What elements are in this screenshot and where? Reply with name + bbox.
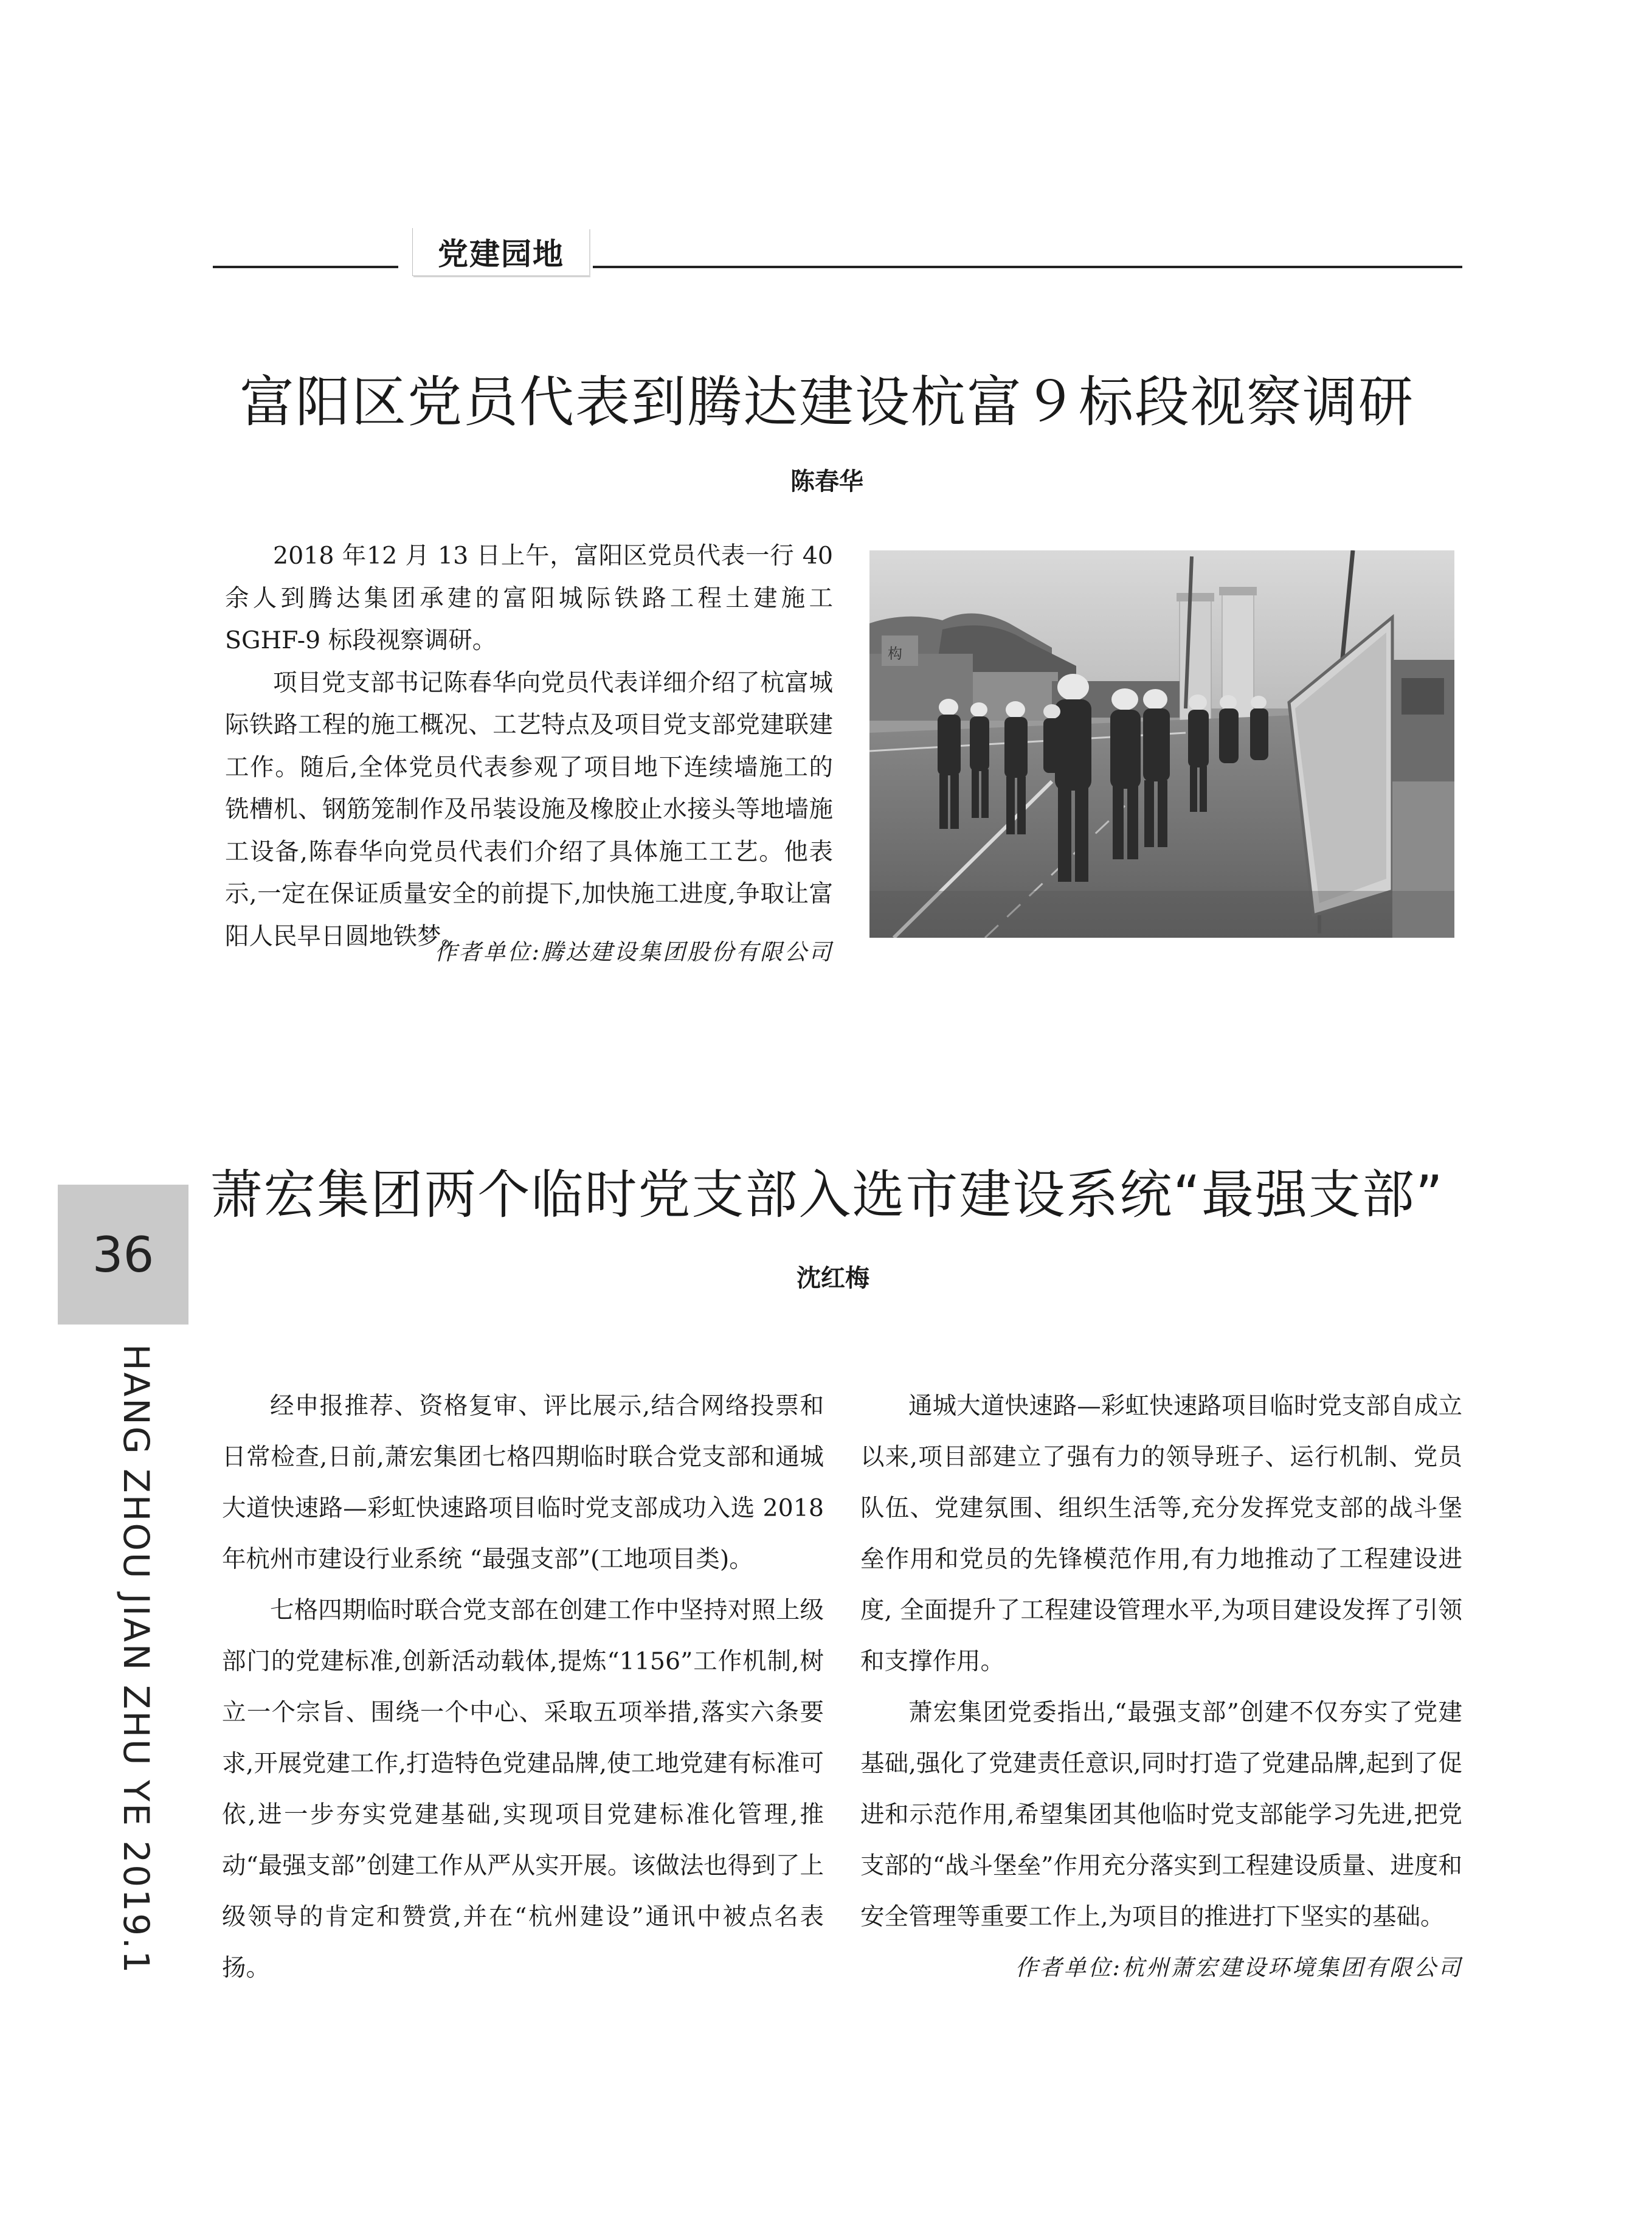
site-visit-photo-drawing [869,550,1454,938]
article2-paragraph: 七格四期临时联合党支部在创建工作中坚持对照上级部门的党建标准,创新活动载体,提炼“1156”工作机制,树立一个宗旨、围绕一个中心、采取五项举措,落实六条要求,开展党建工作,打造特色党建品牌,使工地党建有标准可依,进一步夯实党建基础,实现项目党建标准化管理,推动“最强支部”创建工作从严从实开展。该做法也得到了上级领导的肯定和赞赏,并在“杭州建设”通讯中被点名表扬。 [222,1596,824,1982]
article2-column-left [222,1380,824,1993]
article1-paragraph: 项目党支部书记陈春华向党员代表详细介绍了杭富城际铁路工程的施工概况、工艺特点及项目党支部党建联建工作。随后,全体党员代表参观了项目地下连续墙施工的铣槽机、钢筋笼制作及吊装设施及橡胶止水接头等地墙施工设备,陈春华向党员代表们介绍了具体施工工艺。他表示,一定在保证质量安全的前提下,加快施工进度,争取让富阳人民早日圆地铁梦。 [225,668,833,951]
section-rule-right [593,266,1462,268]
article1-author-unit: 作者单位:腾达建设集团股份有限公司 [434,939,833,965]
article2-paragraph: 经申报推荐、资格复审、评比展示,结合网络投票和日常检查,日前,萧宏集团七格四期临时联合党支部和通城大道快速路—彩虹快速路项目临时党支部成功入选 2018 年杭州市建设行业系统 “最强支部”(工地项目类)。 [222,1392,824,1573]
section-rule-left [213,266,398,268]
article2-author-unit: 作者单位:杭州萧宏建设环境集团有限公司 [1015,1955,1462,1981]
article2-author: 沈红梅 [797,1264,869,1292]
article2-paragraph: 通城大道快速路—彩虹快速路项目临时党支部自成立以来,项目部建立了强有力的领导班子、运行机制、党员队伍、党建氛围、组织生活等,充分发挥党支部的战斗堡垒作用和党员的先锋模范作用,有力地推动了工程建设进度, 全面提升了工程建设管理水平,为项目建设发挥了引领和支撑作用。 [860,1392,1462,1675]
section-label: 党建园地 [412,228,589,276]
article1-body [225,535,833,958]
article2-title: 萧宏集团两个临时党支部入选市建设系统“最强支部” [210,1165,1444,1225]
article1-title: 富阳区党员代表到腾达建设杭富９标段视察调研 [240,370,1414,434]
page-number: 36 [58,1185,188,1325]
site-visit-photo [869,550,1454,938]
article1-paragraph: 2018 年12 月 13 日上午，富阳区党员代表一行 40余人到腾达集团承建的富阳城际铁路工程土建施工SGHF-9 标段视察调研。 [225,542,833,654]
photo-sign-text: 构 [888,645,902,662]
article2-column-right [860,1380,1462,1993]
magazine-issue-text: HANG ZHOU JIAN ZHU YE 2019.1 [116,1344,157,1975]
magazine-issue-label [79,1344,157,1975]
article1-author: 陈春华 [790,468,863,496]
article2-paragraph: 萧宏集团党委指出,“最强支部”创建不仅夯实了党建基础,强化了党建责任意识,同时打造了党建品牌,起到了促进和示范作用,希望集团其他临时党支部能学习先进,把党支部的“战斗堡垒”作用充分落实到工程建设质量、进度和安全管理等重要工作上,为项目的推进打下坚实的基础。 [860,1699,1462,1931]
